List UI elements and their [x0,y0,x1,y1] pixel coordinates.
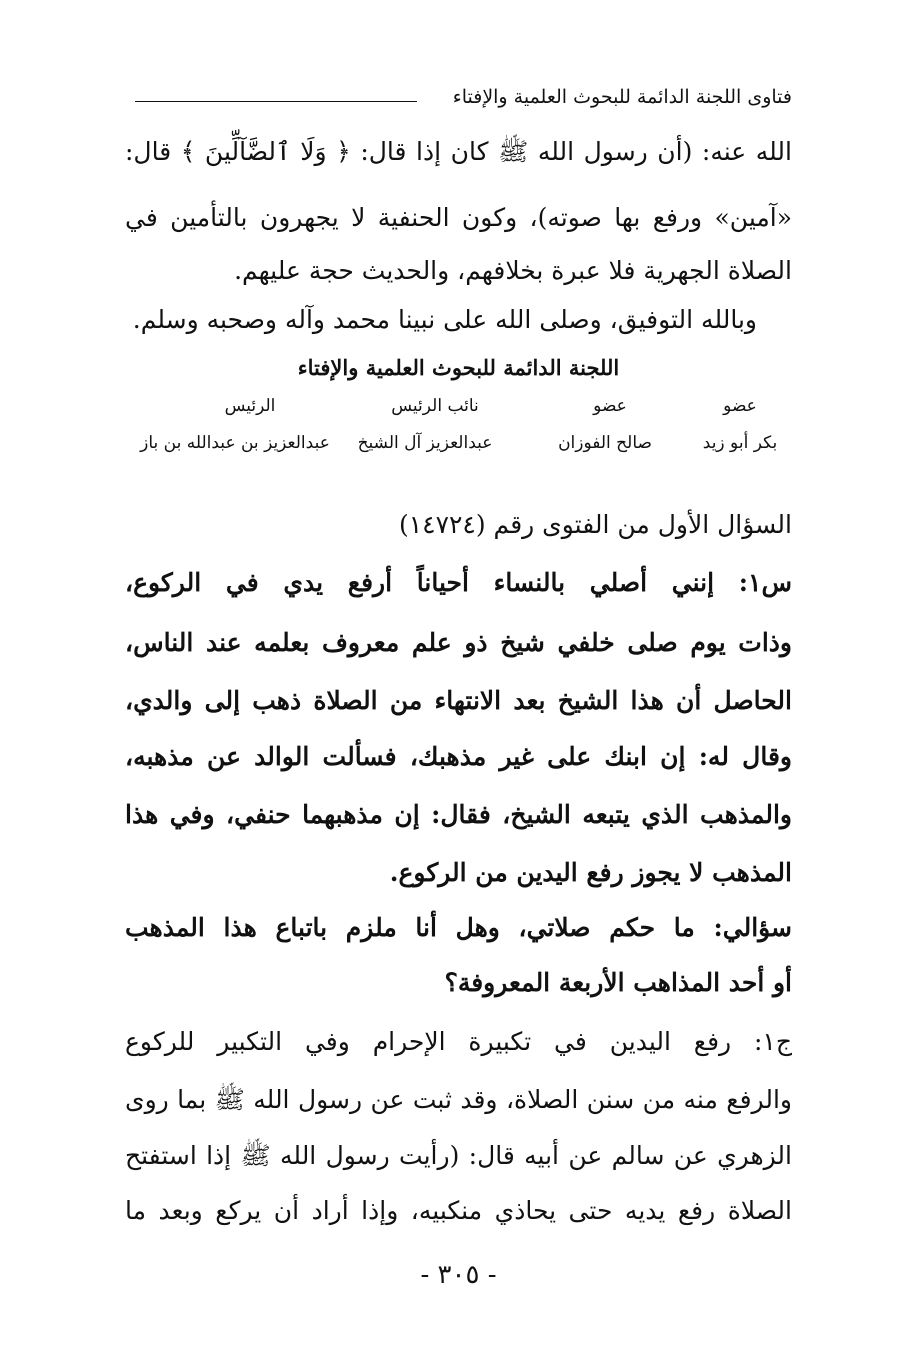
question-line-3: الحاصل أن هذا الشيخ بعد الانتهاء من الصلاة ذهب إلى والدي، [125,686,792,715]
header-title: فتاوى اللجنة الدائمة للبحوث العلمية والإفتاء [452,86,792,108]
answer-line-3: الزهري عن سالم عن أبيه قال: (رأيت رسول الله ﷺ إذا استفتح [125,1141,792,1170]
answer-line-4: الصلاة رفع يديه حتى يحاذي منكبيه، وإذا أراد أن يركع وبعد ما [125,1196,792,1225]
question-line-5: والمذهب الذي يتبعه الشيخ، فقال: إن مذهبهما حنفي، وفي هذا [125,800,792,829]
running-header [135,86,792,116]
member-name-4: عبدالعزيز بن عبدالله بن باز [140,433,330,453]
question-line-6: المذهب لا يجوز رفع اليدين من الركوع. [389,858,792,887]
role-member-2: عضو [593,396,627,416]
header-rule [135,101,417,102]
question-line-2: وذات يوم صلى خلفي شيخ ذو علم معروف بعلمه عند الناس، [125,628,792,657]
question-line-4: وقال له: إن ابنك على غير مذهبك، فسألت الوالد عن مذهبه، [125,742,792,771]
page-number: - ٣٠٥ - [420,1260,497,1290]
fatwa-line-2: «آمين» ورفع بها صوته)، وكون الحنفية لا يجهرون بالتأمين في [125,203,792,232]
question-line-7: سؤالي: ما حكم صلاتي، وهل أنا ملزم باتباع هذا المذهب [125,913,792,942]
answer-line-2: والرفع منه من سنن الصلاة، وقد ثبت عن رسول الله ﷺ بما روى [125,1085,792,1114]
fatwa-line-3: الصلاة الجهرية فلا عبرة بخلافهم، والحديث حجة عليهم. [234,256,792,285]
member-name-1: بكر أبو زيد [702,433,778,453]
question-heading: السؤال الأول من الفتوى رقم (١٤٧٢٤) [398,510,792,539]
closing-line: وبالله التوفيق، وصلى الله على نبينا محمد وآله وصحبه وسلم. [132,305,757,334]
question-line-1: س١: إنني أصلي بالنساء أحياناً أرفع يدي في الركوع، [125,568,792,597]
role-vice-president: نائب الرئيس [391,396,479,416]
role-president: الرئيس [224,396,276,416]
fatwa-line-1: الله عنه: (أن رسول الله ﷺ كان إذا قال: ﴿ وَلَا ٱلضَّآلِّينَ ﴾ قال: [125,137,792,166]
committee-name: اللجنة الدائمة للبحوث العلمية والإفتاء [297,355,620,380]
question-line-8: أو أحد المذاهب الأربعة المعروفة؟ [444,968,792,997]
role-member-1: عضو [723,396,757,416]
member-name-2: صالح الفوزان [558,433,652,453]
member-name-3: عبدالعزيز آل الشيخ [357,433,493,453]
answer-line-1: ج١: رفع اليدين في تكبيرة الإحرام وفي التكبير للركوع [125,1027,792,1056]
